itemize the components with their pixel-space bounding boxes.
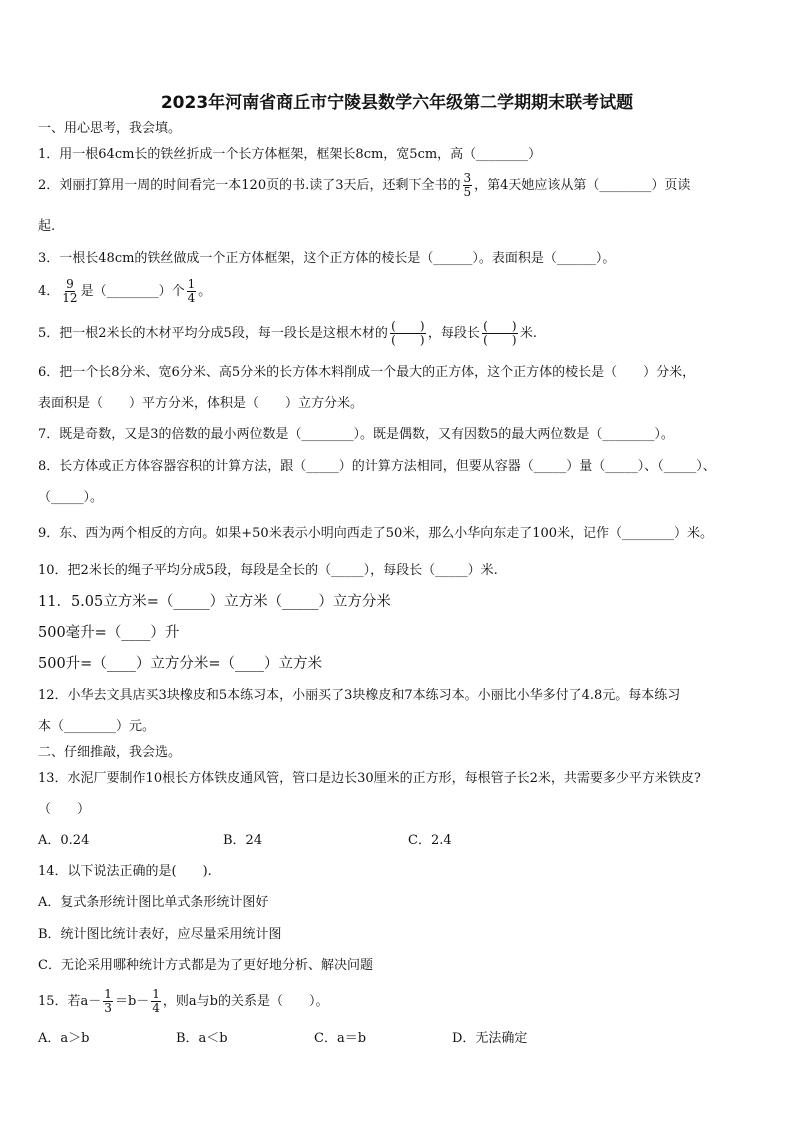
page-title: 2023年河南省商丘市宁陵县数学六年级第二学期期末联考试题 (160, 93, 634, 113)
option-a: A．a＞b (38, 1031, 90, 1046)
blank-fraction-length: $\frac{( )}{( )}$ (483, 319, 517, 347)
question-8-continued: （_____）。 (38, 490, 104, 505)
question-14-option-b: B．统计图比统计表好，应尽量采用统计图 (38, 927, 282, 942)
option-c: C．a＝b (314, 1031, 367, 1046)
question-15: 15．若a－ $\frac{1}{3}$ ＝b－ $\frac{1}{4}$ ，则a与b的关系是（ ）。 (38, 987, 329, 1015)
question-2-text-b: ，第4天她应该从第（________）页读 (474, 178, 691, 193)
option-c: C．2.4 (408, 833, 452, 848)
fraction-one-quarter-b: $\frac{1}{4}$ (152, 987, 160, 1015)
question-14-option-c: C．无论采用哪种统计方式都是为了更好地分析、解决问题 (38, 958, 373, 973)
question-9: 9．东、西为两个相反的方向。如果+50米表示小明向西走了50米，那么小华向东走了100米，记作（________）米。 (38, 526, 714, 541)
fraction-nine-twelfths: $\frac{9}{12}$ (62, 277, 78, 305)
question-13: 13．水泥厂要制作10根长方体铁皮通风管，管口是边长30厘米的正方形，每根管子长2米，共需要多少平方米铁皮? (38, 771, 701, 786)
option-a: A．0.24 (38, 833, 90, 848)
question-4: 4． $\frac{9}{12}$ 是（________）个 $\frac{1}{4}$ 。 (38, 277, 212, 305)
question-11-part-3: 500升=（____）立方分米=（____）立方米 (38, 656, 322, 672)
blank-fraction: $\frac{( )}{( )}$ (391, 319, 425, 347)
question-11: 11．5.05立方米=（_____）立方米（_____）立方分米 (38, 594, 391, 610)
question-12-continued: 本（________）元。 (38, 719, 156, 734)
section-heading-choose: 二、仔细推敲，我会选。 (38, 745, 182, 760)
question-7: 7．既是奇数，又是3的倍数的最小两位数是（________）。既是偶数，又有因数5的最大两位数是（________）。 (38, 427, 674, 442)
question-14: 14．以下说法正确的是( ). (38, 864, 212, 879)
question-2-continued: 起. (38, 219, 56, 234)
question-13-options (38, 832, 452, 850)
option-b: B．a＜b (176, 1031, 228, 1046)
option-b: B．24 (223, 833, 263, 848)
fraction-one-third: $\frac{1}{3}$ (104, 987, 112, 1015)
question-15-options (38, 1030, 527, 1048)
question-8: 8．长方体或正方体容器容积的计算方法，跟（_____）的计算方法相同，但要从容器（_____）量（_____）、（_____）、 (38, 459, 716, 474)
option-d: D．无法确定 (452, 1031, 528, 1046)
section-heading-fill: 一、用心思考，我会填。 (38, 121, 182, 136)
question-2 (38, 172, 690, 199)
question-6: 6．把一个长8分米、宽6分米、高5分米的长方体木料削成一个最大的正方体，这个正方体的棱长是（ ）分米， (38, 365, 696, 380)
question-6-continued: 表面积是（ ）平方分米，体积是（ ）立方分米。 (38, 396, 364, 411)
question-10: 10．把2米长的绳子平均分成5段，每段是全长的（_____），每段长（_____）米. (38, 563, 498, 578)
question-3: 3．一根长48cm的铁丝做成一个正方体框架，这个正方体的棱长是（______）。表面积是（______）。 (38, 251, 616, 266)
question-14-option-a: A．复式条形统计图比单式条形统计图好 (38, 895, 269, 910)
question-11-part-2: 500毫升=（____）升 (38, 625, 180, 641)
fraction-three-fifths: $\frac{3}{5}$ (463, 171, 472, 199)
question-13-blank: （ ） (38, 802, 91, 817)
fraction-one-quarter: $\frac{1}{4}$ (187, 277, 196, 305)
question-1: 1．用一根64cm长的铁丝折成一个长方体框架，框架长8cm，宽5cm，高（________） (38, 147, 542, 162)
question-12: 12．小华去文具店买3块橡皮和5本练习本，小丽买了3块橡皮和7本练习本。小丽比小华多付了4.8元。每本练习 (38, 688, 681, 703)
question-5: 5．把一根2米长的木材平均分成5段，每一段长是这根木材的 $\frac{( )}{( )}$ ，每段长 $\frac{( )}{( )}$ 米. (38, 319, 537, 347)
question-2-text: 2．刘丽打算用一周的时间看完一本120页的书.读了3天后，还剩下全书的 (38, 178, 461, 193)
